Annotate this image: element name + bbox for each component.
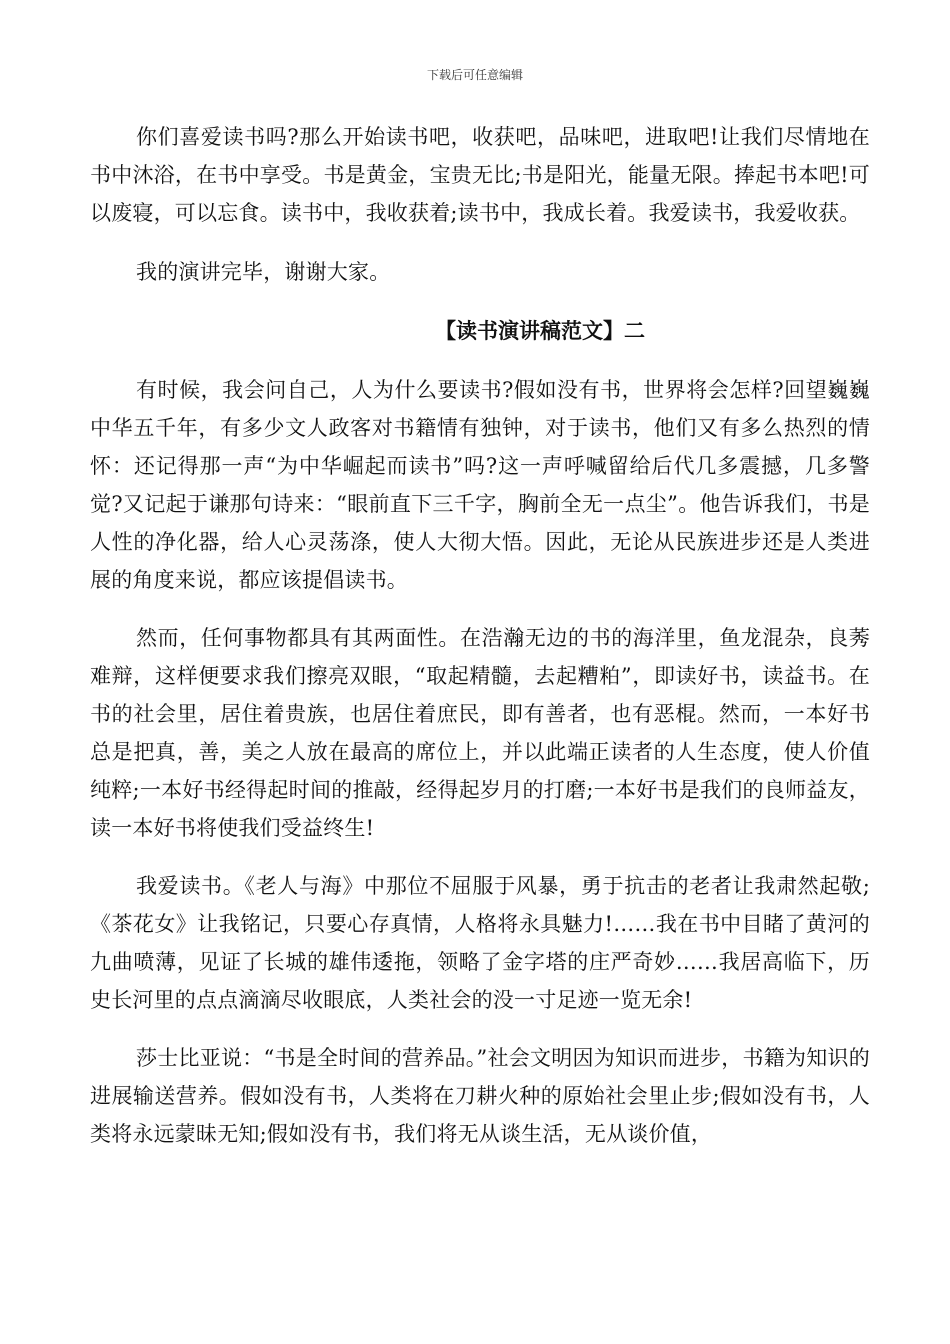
paragraph: 我爱读书。《老人与海》中那位不屈服于风暴，勇于抗击的老者让我肃然起敬;《茶花女》让我铭记，只要心存真情，人格将永具魅力!……我在书中目睹了黄河的九曲喷薄，见证了长城的雄伟逶拖，领略了金字塔的庄严奇妙……我居高临下，历史长河里的点点滴滴尽收眼底，人类社会的没一寸足迹一览无余! bbox=[90, 874, 870, 1012]
paragraph: 有时候，我会问自己，人为什么要读书?假如没有书，世界将会怎样?回望巍巍中华五千年，有多少文人政客对书籍情有独钟，对于读书，他们又有多么热烈的情怀：还记得那一声“为中华崛起而读书”吗?这一声呼喊留给后代几多震撼，几多警觉?又记起于谦那句诗来：“眼前直下三千字，胸前全无一点尘”。他告诉我们，书是人性的净化器，给人心灵荡涤，使人大彻大悟。因此，无论从民族进步还是人类进展的角度来说，都应该提倡读书。 bbox=[90, 378, 870, 592]
paragraph: 你们喜爱读书吗?那么开始读书吧，收获吧，品味吧，进取吧!让我们尽情地在书中沐浴，在书中享受。书是黄金，宝贵无比;书是阳光，能量无限。捧起书本吧!可以废寝，可以忘食。读书中，我收获着;读书中，我成长着。我爱读书，我爱收获。 bbox=[90, 125, 870, 225]
paragraph: 莎士比亚说：“书是全时间的营养品。”社会文明因为知识而进步，书籍为知识的进展输送营养。假如没有书，人类将在刀耕火种的原始社会里止步;假如没有书，人类将永远蒙昧无知;假如没有书，我们将无从谈生活，无从谈价值， bbox=[90, 1046, 870, 1146]
section-title: 【读书演讲稿范文】二 bbox=[435, 318, 645, 343]
header-note: 下载后可任意编辑 bbox=[426, 68, 523, 82]
paragraph: 我的演讲完毕，谢谢大家。 bbox=[136, 260, 391, 284]
document-body bbox=[90, 118, 870, 1153]
paragraph: 然而，任何事物都具有其两面性。在浩瀚无边的书的海洋里，鱼龙混杂，良莠难辩，这样便要求我们擦亮双眼，“取起精髓，去起糟粕”，即读好书，读益书。在书的社会里，居住着贵族，也居住着庶民，即有善者，也有恶棍。然而，一本好书总是把真，善，美之人放在最高的席位上，并以此端正读者的人生态度，使人价值纯粹;一本好书经得起时间的推敲，经得起岁月的打磨;一本好书是我们的良师益友，读一本好书将使我们受益终生! bbox=[90, 626, 870, 840]
